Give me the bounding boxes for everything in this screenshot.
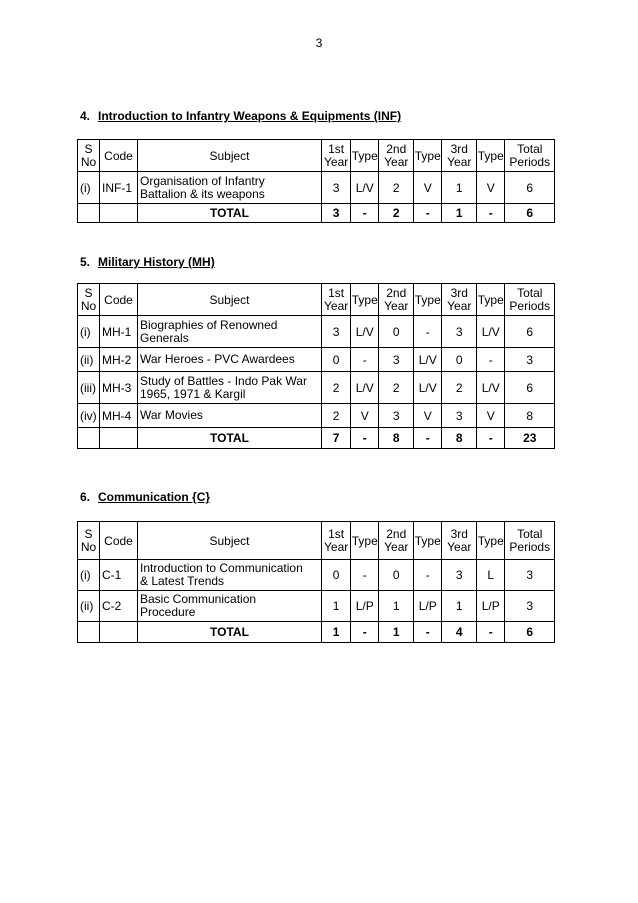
total-type3: - [477, 204, 505, 223]
header-text: 3rd [450, 141, 468, 156]
header-year1 [322, 522, 351, 560]
header-text: S [84, 526, 93, 541]
cell-type2: V [414, 172, 442, 204]
header-year2 [379, 522, 414, 560]
cell-type1: L/V [351, 316, 379, 348]
total-row [78, 204, 555, 223]
cell-sno: (i) [78, 560, 100, 591]
cell-subject [138, 372, 322, 404]
section-title [80, 490, 210, 504]
header-text: 3rd [450, 526, 468, 541]
total-periods: 6 [505, 622, 555, 643]
section-heading: Military History (MH) [98, 255, 215, 269]
section-table [77, 521, 555, 643]
header-text: No [80, 154, 97, 169]
cell-total: 3 [505, 591, 555, 622]
header-type: Type [414, 284, 442, 316]
cell-year3: 3 [442, 316, 477, 348]
cell-empty [78, 204, 100, 223]
subject-line: Basic Communication [140, 592, 257, 606]
total-year1: 1 [322, 622, 351, 643]
header-type: Type [414, 140, 442, 172]
cell-year1: 2 [322, 404, 351, 428]
header-text: Total [517, 285, 543, 300]
header-text: Year [447, 539, 472, 554]
cell-year1: 0 [322, 348, 351, 372]
header-text: No [80, 539, 97, 554]
header-type: Type [351, 284, 379, 316]
cell-type1: V [351, 404, 379, 428]
cell-code: MH-4 [100, 404, 138, 428]
header-text: Periods [509, 539, 551, 554]
header-year3 [442, 140, 477, 172]
table-row [78, 404, 555, 428]
header-text: Year [324, 154, 349, 169]
header-year3 [442, 284, 477, 316]
subject-line: Generals [140, 330, 189, 345]
cell-type2: V [414, 404, 442, 428]
cell-type3: L/V [477, 316, 505, 348]
header-text: Periods [509, 298, 551, 313]
header-text: Year [384, 154, 409, 169]
header-sno [78, 140, 100, 172]
subject-line: War Movies [140, 408, 203, 422]
cell-empty [100, 204, 138, 223]
total-year3: 8 [442, 428, 477, 449]
header-sno [78, 522, 100, 560]
cell-type3: L/V [477, 372, 505, 404]
total-type2: - [414, 204, 442, 223]
cell-code: INF-1 [100, 172, 138, 204]
total-year2: 1 [379, 622, 414, 643]
cell-type1: L/V [351, 172, 379, 204]
page-number: 3 [315, 36, 323, 50]
header-year3 [442, 522, 477, 560]
cell-total: 3 [505, 560, 555, 591]
header-text: 1st [328, 141, 345, 156]
total-type3: - [477, 428, 505, 449]
total-type2: - [414, 428, 442, 449]
total-year3: 4 [442, 622, 477, 643]
table-row [78, 172, 555, 204]
total-type2: - [414, 622, 442, 643]
header-type: Type [477, 284, 505, 316]
cell-year2: 3 [379, 348, 414, 372]
subject-line: Study of Battles - Indo Pak War [140, 373, 307, 388]
cell-type2: L/V [414, 372, 442, 404]
header-year2 [379, 140, 414, 172]
cell-total: 6 [505, 316, 555, 348]
cell-year1: 2 [322, 372, 351, 404]
subject-line: Organisation of Infantry [140, 173, 265, 188]
cell-year2: 2 [379, 172, 414, 204]
total-type1: - [351, 428, 379, 449]
header-total [505, 522, 555, 560]
total-label: TOTAL [138, 428, 322, 449]
header-text: 2nd [386, 526, 407, 541]
cell-year2: 0 [379, 560, 414, 591]
header-year1 [322, 140, 351, 172]
cell-year2: 3 [379, 404, 414, 428]
total-label: TOTAL [138, 204, 322, 223]
header-text: 3rd [450, 285, 468, 300]
header-row [78, 284, 555, 316]
table-row [78, 348, 555, 372]
cell-type3: V [477, 172, 505, 204]
header-total [505, 140, 555, 172]
subject-line: Introduction to Communication [140, 561, 303, 575]
section-number: 4. [80, 109, 91, 123]
header-sno [78, 284, 100, 316]
header-text: Year [324, 539, 349, 554]
header-text: Total [517, 141, 543, 156]
subject-line: Procedure [140, 605, 196, 619]
subject-line: Biographies of Renowned [140, 317, 278, 332]
cell-code: C-1 [100, 560, 138, 591]
cell-type1: L/P [351, 591, 379, 622]
cell-subject [138, 404, 322, 428]
header-text: Year [447, 298, 472, 313]
total-year3: 1 [442, 204, 477, 223]
section-number: 5. [80, 255, 91, 269]
header-type: Type [477, 522, 505, 560]
cell-type1: - [351, 560, 379, 591]
total-row [78, 428, 555, 449]
cell-type2: L/V [414, 348, 442, 372]
cell-year1: 1 [322, 591, 351, 622]
header-text: 1st [328, 285, 345, 300]
cell-year3: 0 [442, 348, 477, 372]
total-row [78, 622, 555, 643]
cell-year2: 0 [379, 316, 414, 348]
total-periods: 23 [505, 428, 555, 449]
total-type1: - [351, 204, 379, 223]
header-type: Type [351, 140, 379, 172]
header-text: 1st [328, 526, 345, 541]
header-text: Year [447, 154, 472, 169]
header-type: Type [351, 522, 379, 560]
cell-subject [138, 560, 322, 591]
cell-type3: L [477, 560, 505, 591]
cell-total: 6 [505, 172, 555, 204]
cell-empty [78, 428, 100, 449]
cell-year1: 3 [322, 172, 351, 204]
header-subject: Subject [138, 284, 322, 316]
header-total [505, 284, 555, 316]
cell-total: 8 [505, 404, 555, 428]
cell-year3: 1 [442, 172, 477, 204]
cell-type2: - [414, 560, 442, 591]
cell-sno: (iv) [78, 404, 100, 428]
cell-total: 6 [505, 372, 555, 404]
cell-sno: (iii) [78, 372, 100, 404]
cell-year3: 3 [442, 404, 477, 428]
header-text: No [80, 298, 97, 313]
header-text: Year [324, 298, 349, 313]
cell-subject [138, 591, 322, 622]
header-text: 2nd [386, 141, 407, 156]
table-row [78, 316, 555, 348]
cell-type2: L/P [414, 591, 442, 622]
header-text: Year [384, 539, 409, 554]
cell-empty [78, 622, 100, 643]
cell-type2: - [414, 316, 442, 348]
cell-subject [138, 348, 322, 372]
cell-year2: 2 [379, 372, 414, 404]
section-heading: Introduction to Infantry Weapons & Equipments (INF) [98, 109, 402, 123]
cell-type3: L/P [477, 591, 505, 622]
section-table [77, 139, 555, 223]
cell-code: MH-1 [100, 316, 138, 348]
cell-code: MH-3 [100, 372, 138, 404]
section-number: 6. [80, 490, 91, 504]
subject-line: Battalion & its weapons [140, 186, 265, 201]
cell-year1: 3 [322, 316, 351, 348]
cell-type1: - [351, 348, 379, 372]
section-title [80, 109, 401, 123]
cell-subject [138, 316, 322, 348]
header-text: 2nd [386, 285, 407, 300]
header-row [78, 140, 555, 172]
cell-year3: 3 [442, 560, 477, 591]
total-year1: 3 [322, 204, 351, 223]
header-text: Total [517, 526, 543, 541]
header-text: Year [384, 298, 409, 313]
total-periods: 6 [505, 204, 555, 223]
header-year1 [322, 284, 351, 316]
cell-year3: 2 [442, 372, 477, 404]
header-text: Periods [509, 154, 551, 169]
section-heading: Communication {C} [98, 490, 211, 504]
table-row [78, 591, 555, 622]
total-type3: - [477, 622, 505, 643]
table-row [78, 560, 555, 591]
cell-year3: 1 [442, 591, 477, 622]
total-year2: 8 [379, 428, 414, 449]
cell-code: MH-2 [100, 348, 138, 372]
cell-code: C-2 [100, 591, 138, 622]
subject-line: War Heroes - PVC Awardees [140, 352, 295, 366]
section-table [77, 283, 555, 449]
cell-subject [138, 172, 322, 204]
cell-type3: V [477, 404, 505, 428]
cell-sno: (ii) [78, 591, 100, 622]
cell-empty [100, 622, 138, 643]
cell-sno: (i) [78, 172, 100, 204]
cell-type3: - [477, 348, 505, 372]
cell-year1: 0 [322, 560, 351, 591]
header-text: S [84, 141, 93, 156]
header-row [78, 522, 555, 560]
header-code: Code [100, 522, 138, 560]
total-type1: - [351, 622, 379, 643]
header-type: Type [477, 140, 505, 172]
header-code: Code [100, 140, 138, 172]
total-year2: 2 [379, 204, 414, 223]
cell-sno: (i) [78, 316, 100, 348]
subject-line: 1965, 1971 & Kargil [140, 386, 246, 401]
cell-type1: L/V [351, 372, 379, 404]
cell-year2: 1 [379, 591, 414, 622]
cell-sno: (ii) [78, 348, 100, 372]
header-code: Code [100, 284, 138, 316]
subject-line: & Latest Trends [140, 574, 225, 588]
total-label: TOTAL [138, 622, 322, 643]
header-subject: Subject [138, 522, 322, 560]
cell-empty [100, 428, 138, 449]
header-text: S [84, 285, 93, 300]
header-type: Type [414, 522, 442, 560]
header-year2 [379, 284, 414, 316]
header-subject: Subject [138, 140, 322, 172]
table-row [78, 372, 555, 404]
cell-total: 3 [505, 348, 555, 372]
total-year1: 7 [322, 428, 351, 449]
section-title [80, 255, 215, 269]
